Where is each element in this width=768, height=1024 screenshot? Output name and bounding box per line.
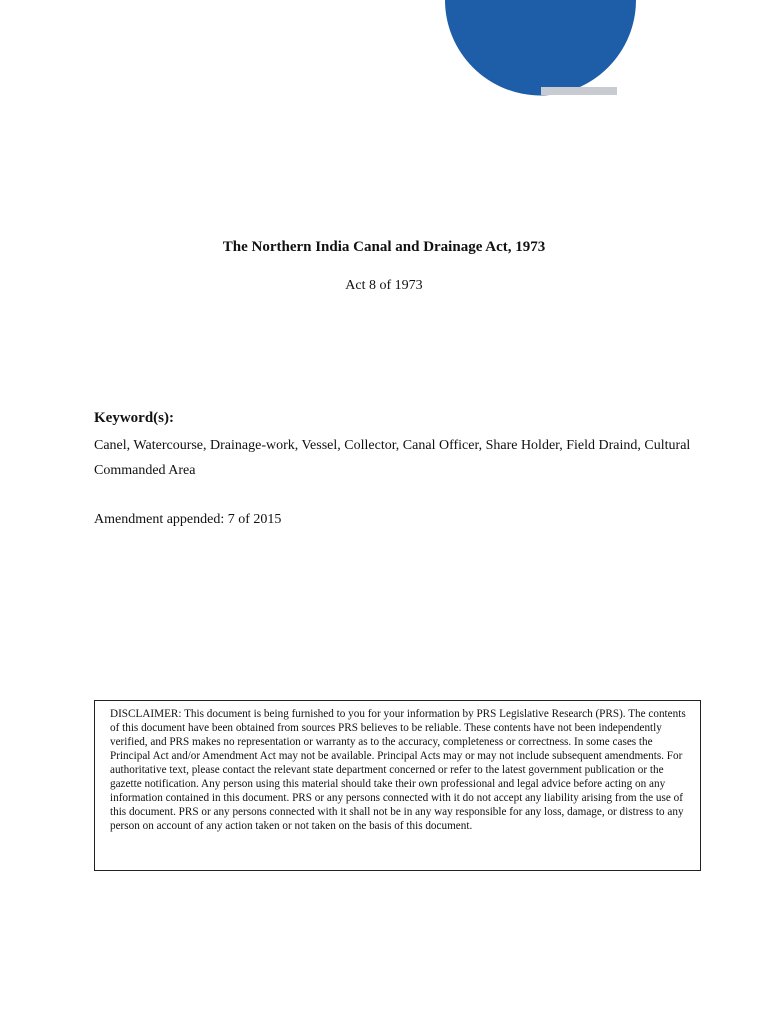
act-number: Act 8 of 1973	[345, 278, 423, 293]
document-title: The Northern India Canal and Drainage Act, 1973	[222, 239, 546, 255]
logo-half-circle	[445, 0, 636, 96]
amendment-note: Amendment appended: 7 of 2015	[94, 512, 282, 527]
keywords-heading: Keyword(s):	[94, 410, 174, 426]
disclaimer-box	[94, 700, 701, 871]
prs-logo	[445, 0, 636, 186]
logo-text: PRS	[526, 98, 632, 155]
logo-top-bar	[541, 87, 617, 95]
keywords-list: Canel, Watercourse, Drainage-work, Vessel, Collector, Canal Officer, Share Holder, Field Draind, Cultural Commanded Area	[94, 438, 691, 478]
prs-logo-graphic	[445, 0, 636, 186]
disclaimer-text: DISCLAIMER: This document is being furnished to you for your information by PRS Legislative Research (PRS). The contents of this document have been obtained from sources PRS believes to be reliable. These contents have not been independently verified, and PRS makes no representation or warranty as to the accuracy, completeness or correctness. In some cases the Principal Act and/or Amendment Act may not be available. Principal Acts may or may not include subsequent amendments. For authoritative text, please contact the relevant state department concerned or refer to the latest government publication or the gazette notification. Any person using this material should take their own professional and legal advice before acting on any information contained in this document. PRS or any persons connected with it do not accept any liability arising from the use of this document. PRS or any persons connected with it shall not be in any way responsible for any loss, damage, or distress to any person on account of any action taken or not taken on the basis of this document.	[110, 708, 686, 832]
